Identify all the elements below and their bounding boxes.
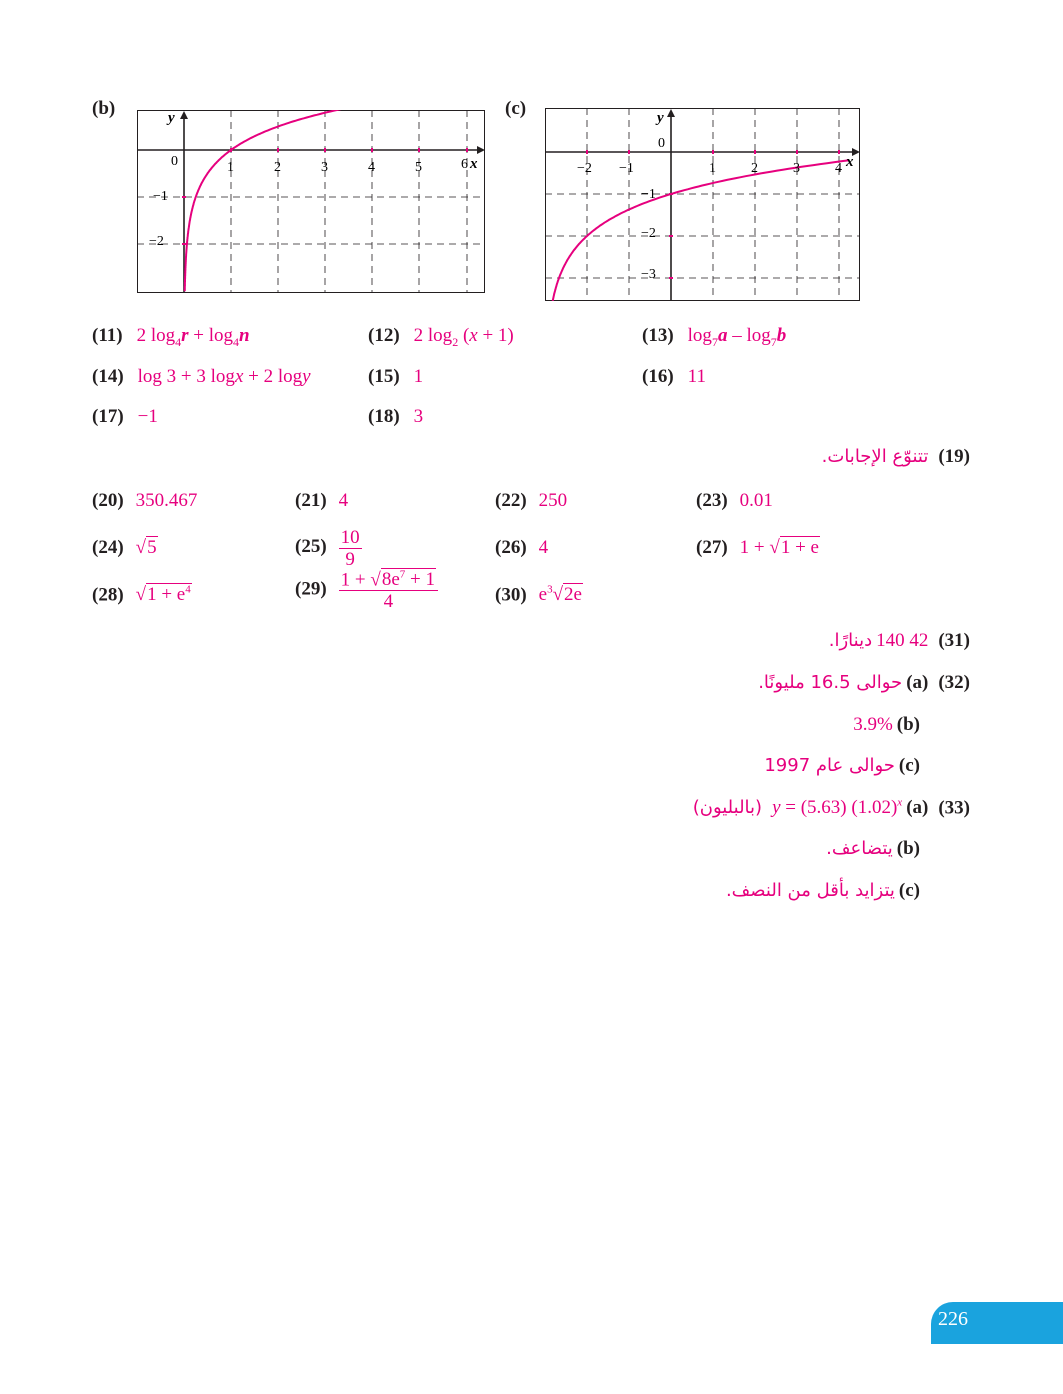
- answer-23: [696, 490, 773, 512]
- answer-value: 250: [538, 490, 568, 511]
- answer-text: تتنوّع الإجابات.: [821, 446, 929, 467]
- question-number: (12): [368, 325, 400, 346]
- part-label: (a): [906, 797, 929, 819]
- answer-32b: [853, 714, 920, 736]
- question-number: (14): [92, 366, 124, 387]
- graph-c-ytick: −2: [641, 226, 656, 241]
- answer-value: 4: [538, 537, 549, 558]
- answer-28: (28) $√1 + e^4$: [92, 584, 191, 606]
- question-number: (27): [696, 537, 728, 558]
- graph-b-ytick: −1: [153, 189, 168, 204]
- answer-27: (27) 1 + √1 + e: [696, 537, 819, 558]
- answer-17: [92, 406, 158, 428]
- question-number: (21): [295, 490, 327, 511]
- graph-c-ytick: −3: [641, 267, 656, 282]
- question-number: (16): [642, 366, 674, 387]
- answer-33b: [826, 838, 920, 860]
- answer-30: (30) $e^3√2e$: [495, 584, 582, 606]
- part-label: (b): [896, 838, 920, 859]
- part-label: (c): [898, 880, 920, 901]
- answer-31: [829, 630, 970, 652]
- answer-18: [368, 406, 423, 428]
- answer-text: يتزايد بأقل من النصف.: [725, 880, 895, 901]
- answer-21: [295, 490, 348, 512]
- answer-value: −1: [137, 406, 158, 427]
- answer-unit: (بالبليون): [692, 797, 763, 819]
- answer-33a: (33) (a) y = (5.63) $(1.02)^x$ (بالبليون): [692, 797, 970, 819]
- graph-b: [137, 110, 485, 293]
- answer-value: 3: [413, 406, 424, 427]
- graph-c-label: (c): [505, 98, 527, 119]
- graph-b-xtick: 3: [321, 160, 328, 175]
- answer-32a: [758, 672, 970, 694]
- question-number: (30): [495, 584, 527, 606]
- question-number: (26): [495, 537, 527, 558]
- question-number: (32): [938, 672, 970, 693]
- answer-29: (29) $\frac{1 + √8e^7 + 1}{4}$: [295, 570, 438, 611]
- fraction-numerator: 10: [340, 527, 360, 548]
- answer-12: (12) 2 $\log_2 (x + 1)$: [368, 325, 514, 349]
- answer-20: [92, 490, 197, 512]
- answer-value: 140 42: [876, 630, 929, 651]
- graph-c-xtick: 4: [835, 161, 842, 176]
- fraction-denominator: 9: [345, 549, 355, 570]
- graph-c: [545, 108, 860, 301]
- question-number: (22): [495, 490, 527, 511]
- question-number: (20): [92, 490, 124, 511]
- graph-c-xtick: 2: [751, 161, 758, 176]
- graph-c-origin: 0: [658, 136, 665, 151]
- graph-b-xtick: 6: [461, 157, 468, 172]
- answer-value: 1: [413, 366, 424, 387]
- question-number: (31): [938, 630, 970, 651]
- part-label: (c): [898, 755, 920, 776]
- part-label: (a): [906, 672, 929, 693]
- graph-b-x-label: x: [470, 156, 478, 172]
- question-number: (19): [938, 446, 970, 467]
- answer-value: 4: [338, 490, 349, 511]
- graph-b-origin: 0: [171, 154, 178, 169]
- answer-text: يتضاعف.: [826, 838, 893, 859]
- answer-25: [295, 528, 362, 569]
- page-number: 226: [938, 1308, 968, 1330]
- answer-value: 350.467: [135, 490, 198, 511]
- answer-value: 11: [687, 366, 706, 387]
- answer-24: (24) √5: [92, 537, 157, 558]
- answer-11: (11) 2 $\log_4r + \log_4n$: [92, 325, 250, 349]
- answer-14: (14) log 3 + 3 logx + 2 logy: [92, 366, 311, 387]
- question-number: (29): [295, 578, 327, 600]
- answer-26: [495, 537, 548, 559]
- answer-value: 0.01: [739, 490, 773, 511]
- question-number: (33): [938, 797, 970, 819]
- answer-text: حوالى 16.5 مليونًا.: [758, 672, 903, 693]
- question-number: (15): [368, 366, 400, 387]
- graph-b-xtick: 4: [368, 160, 375, 175]
- question-number: (23): [696, 490, 728, 511]
- graph-c-xtick: −1: [619, 161, 634, 176]
- graph-c-xtick: 1: [709, 161, 716, 176]
- question-number: (11): [92, 325, 123, 346]
- question-number: (25): [295, 536, 327, 558]
- answer-15: [368, 366, 423, 388]
- answer-value: 5: [147, 537, 157, 558]
- answer-19: [822, 446, 970, 468]
- answer-32c: [764, 755, 920, 777]
- answer-text: حوالى عام 1997: [764, 755, 895, 776]
- question-number: (24): [92, 537, 124, 558]
- graph-b-label: (b): [92, 98, 116, 119]
- graph-c-xtick: −2: [577, 161, 592, 176]
- question-number: (28): [92, 584, 124, 606]
- graph-c-ytick: −1: [641, 187, 656, 202]
- graph-c-y-label: y: [657, 110, 664, 126]
- answer-text: 3.9%: [853, 714, 893, 735]
- answer-22: [495, 490, 567, 512]
- graph-c-xtick: 3: [793, 161, 800, 176]
- answer-13: (13) $\log_7a - \log_7b$: [642, 325, 787, 349]
- question-number: (17): [92, 406, 124, 427]
- graph-b-xtick: 1: [227, 160, 234, 175]
- question-number: (18): [368, 406, 400, 427]
- answer-text: دينارًا.: [828, 630, 873, 651]
- graph-b-xtick: 2: [274, 160, 281, 175]
- question-number: (13): [642, 325, 674, 346]
- graph-b-ytick: −2: [149, 234, 164, 249]
- graph-b-xtick: 5: [415, 160, 422, 175]
- answer-33c: [726, 880, 920, 902]
- answer-16: [642, 366, 706, 388]
- graph-c-x-label: x: [846, 154, 854, 170]
- graph-b-y-label: y: [168, 110, 175, 126]
- part-label: (b): [896, 714, 920, 735]
- fraction-denominator: 4: [383, 591, 394, 613]
